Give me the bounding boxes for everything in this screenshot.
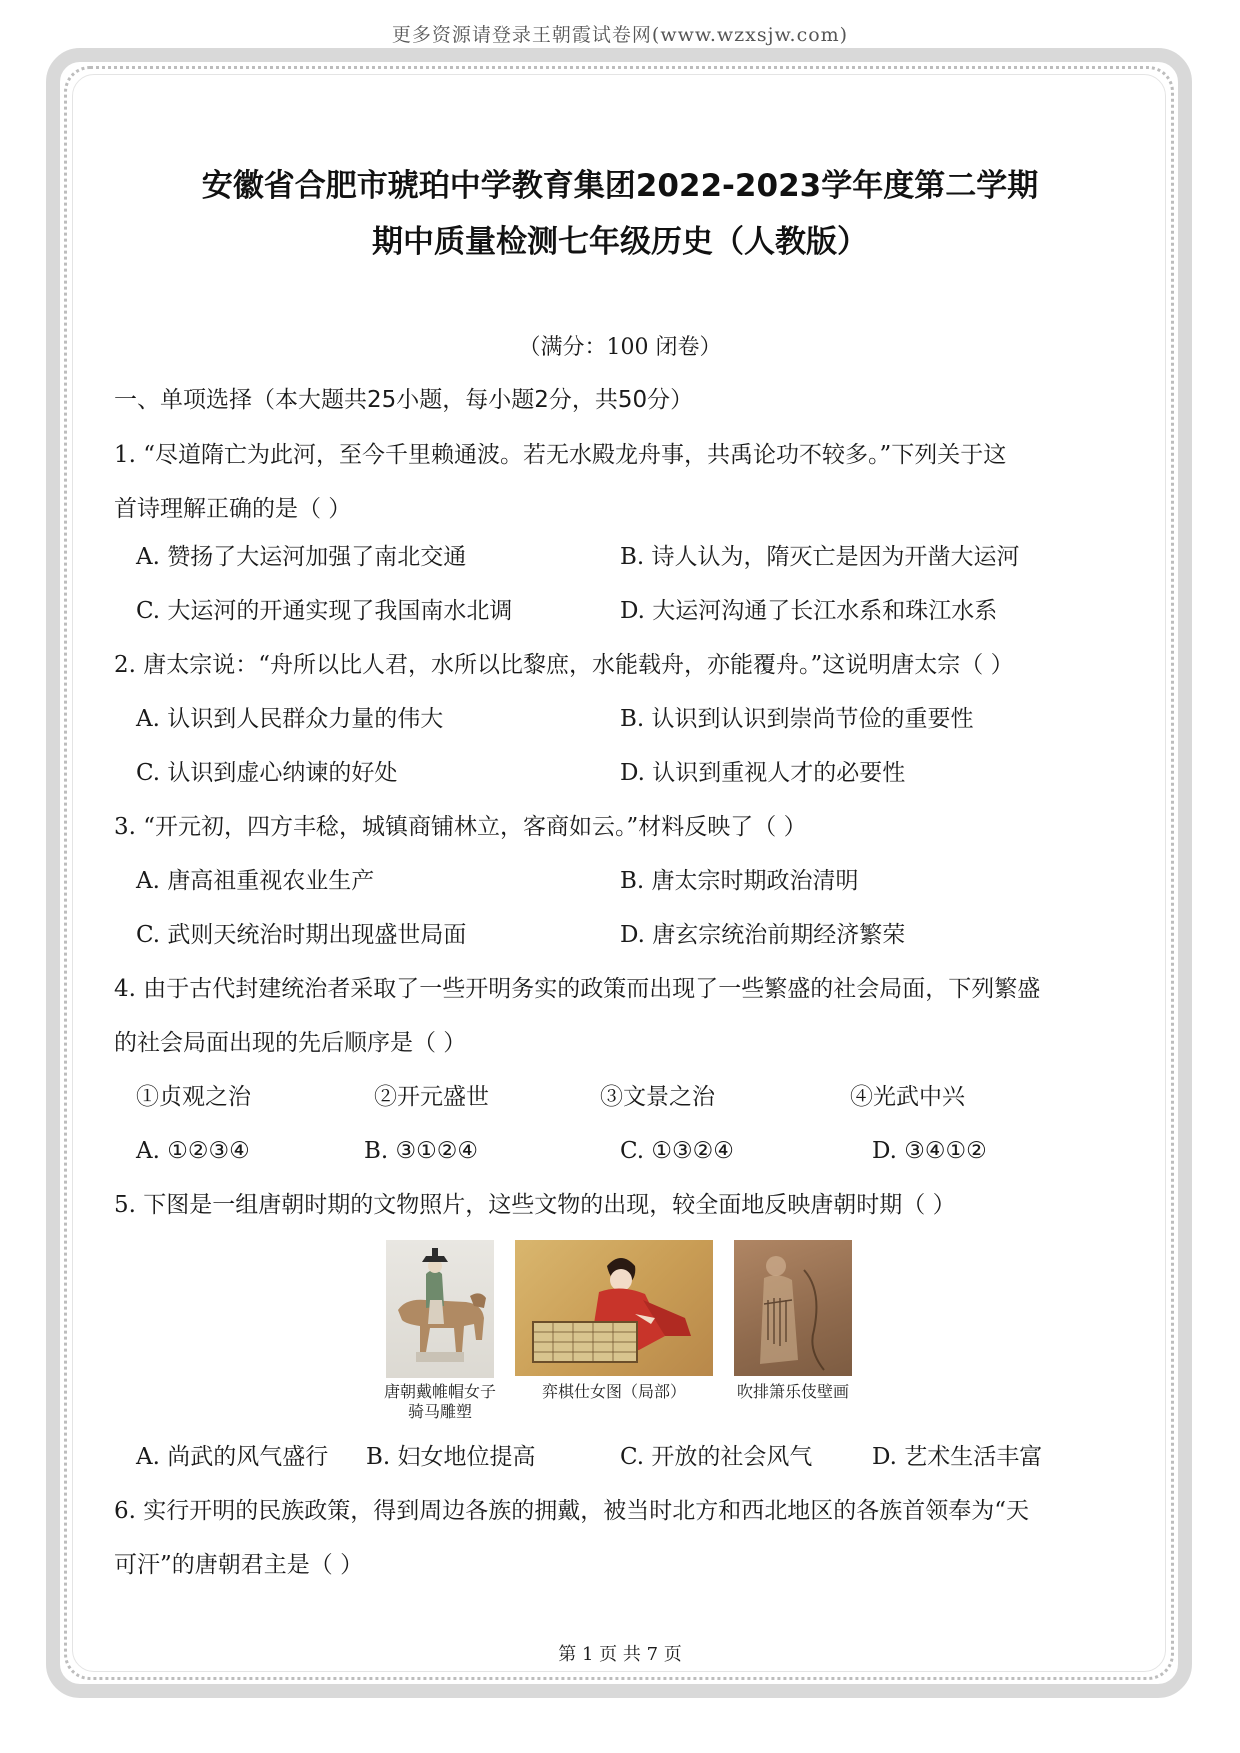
figure-1-caption-line2: 骑马雕塑: [407, 1402, 472, 1421]
question-3-option-a: A. 唐高祖重视农业生产: [136, 868, 375, 894]
section-heading: 一、单项选择（本大题共25小题，每小题2分，共50分）: [114, 387, 694, 413]
figure-mural-photo: [734, 1240, 852, 1376]
question-4-option-c: C. ①③②④: [620, 1138, 734, 1164]
question-1-option-d: D. 大运河沟通了长江水系和珠江水系: [620, 598, 998, 624]
question-4-option-d: D. ③④①②: [872, 1138, 987, 1164]
question-6-stem-cont: 可汗”的唐朝君主是（ ）: [114, 1552, 364, 1578]
question-4-item-2: ②开元盛世: [374, 1084, 489, 1110]
question-3-option-c: C. 武则天统治时期出现盛世局面: [136, 922, 467, 948]
question-4-item-1: ①贞观之治: [136, 1084, 251, 1110]
question-5-option-a: A. 尚武的风气盛行: [136, 1444, 329, 1470]
question-5-option-b: B. 妇女地位提高: [366, 1444, 536, 1470]
question-2-option-d: D. 认识到重视人才的必要性: [620, 760, 906, 786]
question-1-option-c: C. 大运河的开通实现了我国南水北调: [136, 598, 513, 624]
question-2-option-b: B. 认识到认识到崇尚节俭的重要性: [620, 706, 974, 732]
question-2-option-c: C. 认识到虚心纳谏的好处: [136, 760, 398, 786]
question-2-option-a: A. 认识到人民群众力量的伟大: [136, 706, 444, 732]
question-4-item-3: ③文景之治: [600, 1084, 715, 1110]
figure-1-caption-line1: 唐朝戴帷帽女子: [383, 1382, 496, 1401]
figure-2-caption: 弈棋仕女图（局部）: [541, 1382, 686, 1401]
question-4-stem: 4. 由于古代封建统治者采取了一些开明务实的政策而出现了一些繁盛的社会局面，下列繁盛: [114, 976, 1041, 1002]
question-4-item-4: ④光武中兴: [850, 1084, 965, 1110]
question-4-option-a: A. ①②③④: [136, 1138, 250, 1164]
figure-1-caption: [376, 1382, 504, 1422]
page-number: 第 1 页 共 7 页: [558, 1644, 682, 1665]
figure-horse-rider-photo: [386, 1240, 494, 1378]
figure-go-lady-painting: [515, 1240, 713, 1376]
question-6-stem: 6. 实行开明的民族政策，得到周边各族的拥戴，被当时北方和西北地区的各族首领奉为“天: [114, 1498, 1030, 1524]
question-5-option-d: D. 艺术生活丰富: [872, 1444, 1043, 1470]
question-1-option-a: A. 赞扬了大运河加强了南北交通: [136, 544, 467, 570]
question-3-option-b: B. 唐太宗时期政治清明: [620, 868, 859, 894]
question-5-option-c: C. 开放的社会风气: [620, 1444, 813, 1470]
figure-3-caption: 吹排箫乐伎壁画: [736, 1382, 849, 1401]
horse-rider-sculpture-icon: [386, 1240, 494, 1378]
question-3-stem: 3. “开元初，四方丰稔，城镇商铺林立，客商如云。”材料反映了（ ）: [114, 814, 807, 840]
page-title-line2: 期中质量检测七年级历史（人教版）: [372, 224, 868, 260]
exam-info: （满分：100 闭卷）: [518, 335, 722, 360]
question-1-stem-cont: 首诗理解正确的是（ ）: [114, 496, 352, 522]
go-lady-painting-icon: [515, 1240, 713, 1376]
question-4-stem-cont: 的社会局面出现的先后顺序是（ ）: [114, 1030, 467, 1056]
question-4-option-b: B. ③①②④: [364, 1138, 479, 1164]
question-5-stem: 5. 下图是一组唐朝时期的文物照片，这些文物的出现，较全面地反映唐朝时期（ ）: [114, 1192, 956, 1218]
question-3-option-d: D. 唐玄宗统治前期经济繁荣: [620, 922, 906, 948]
page-title-line1: 安徽省合肥市琥珀中学教育集团2022-2023学年度第二学期: [201, 168, 1039, 204]
question-1-option-b: B. 诗人认为，隋灭亡是因为开凿大运河: [620, 544, 1020, 570]
question-2-stem: 2. 唐太宗说：“舟所以比人君，水所以比黎庶，水能载舟，亦能覆舟。”这说明唐太宗（ ）: [114, 652, 1014, 678]
question-1-stem: 1. “尽道隋亡为此河，至今千里赖通波。若无水殿龙舟事，共禹论功不较多。”下列关于这: [114, 442, 1007, 468]
watermark: 更多资源请登录王朝霞试卷网(www.wzxsjw.com): [391, 24, 849, 46]
mural-musician-icon: [734, 1240, 852, 1376]
